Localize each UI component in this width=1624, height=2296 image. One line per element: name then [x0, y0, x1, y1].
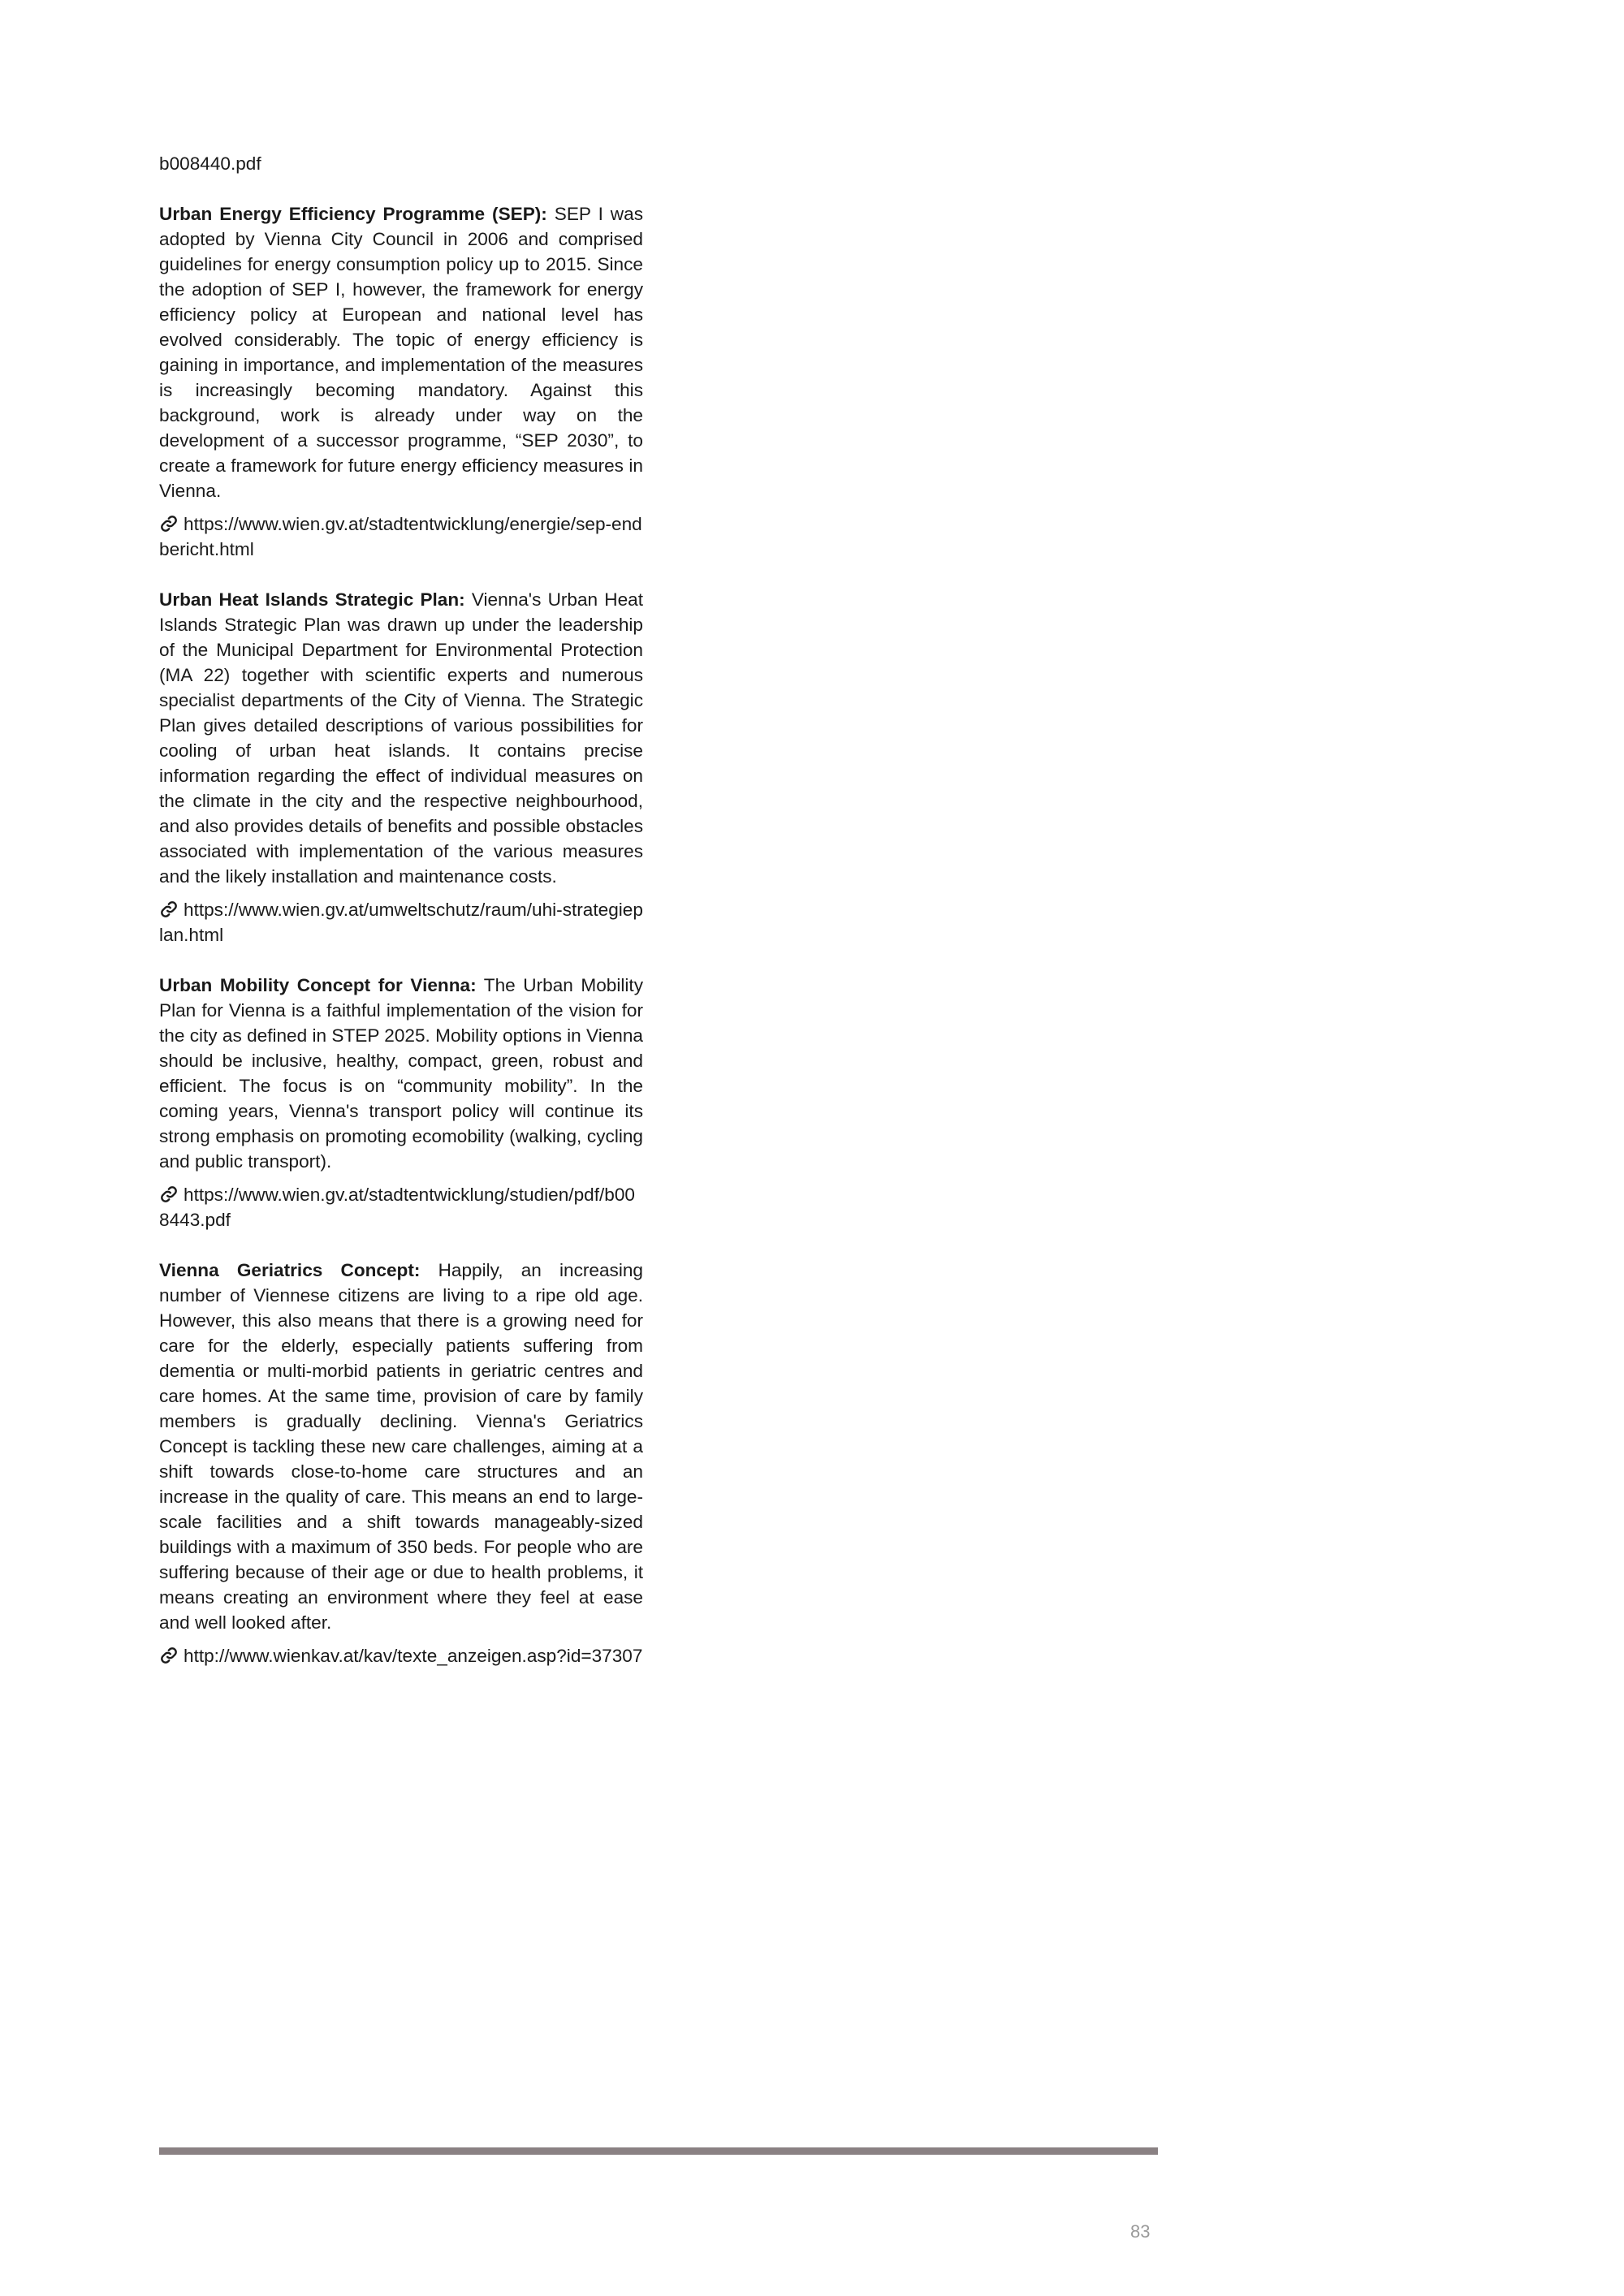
- entry-heat-islands: [159, 587, 643, 947]
- entry-body: [159, 1258, 643, 1635]
- entry-body: [159, 587, 643, 889]
- entry-text: Vienna's Urban Heat Islands Strategic Plan was drawn up under the leadership of the Municipal Department for Environmental Protection (MA 22) together with scientific experts and numerous specialist departments of the City of Vienna. The Strategic Plan gives detailed descriptions of various possibilities for cooling of urban heat islands. It contains precise information regarding the effect of individual measures on the climate in the city and the respective neighbourhood, and also provides details of benefits and possible obstacles associated with implementation of the various measures and the likely installation and maintenance costs.: [159, 589, 643, 887]
- entry-body: [159, 973, 643, 1174]
- entry-body: [159, 201, 643, 503]
- previous-link-continuation[interactable]: b008440.pdf: [159, 153, 261, 174]
- entry-title: Urban Heat Islands Strategic Plan:: [159, 589, 465, 610]
- entry-text: Happily, an increasing number of Viennese citizens are living to a ripe old age. However, this also means that there is a growing need for care for the elderly, especially patients suffering from dementia or multi-morbid patients in geriatric centres and care homes. At the same time, provision of care by family members is gradually declining. Vienna's Geriatrics Concept is tackling these new care challenges, aiming at a shift towards close-to-home care structures and an increase in the quality of care. This means an end to large-scale facilities and a shift towards manageably-sized buildings with a maximum of 350 beds. For people who are suffering because of their age or due to health problems, it means creating an environment where they feel at ease and well looked after.: [159, 1260, 643, 1633]
- footer-divider: [159, 2147, 1158, 2155]
- entry-title: Urban Energy Efficiency Programme (SEP):: [159, 204, 547, 224]
- entry-url[interactable]: http://www.wienkav.at/kav/texte_anzeigen.asp?id=37307: [184, 1646, 643, 1666]
- chain-link-icon: [159, 900, 179, 918]
- entry-geriatrics-concept: [159, 1258, 643, 1668]
- chain-link-icon: [159, 1185, 179, 1203]
- chain-link-icon: [159, 1646, 179, 1664]
- text-column: [159, 151, 643, 1694]
- entry-url[interactable]: https://www.wien.gv.at/stadtentwicklung/studien/pdf/b008443.pdf: [159, 1185, 635, 1230]
- entry-text: The Urban Mobility Plan for Vienna is a faithful implementation of the vision for the city as defined in STEP 2025. Mobility options in Vienna should be inclusive, healthy, compact, green, robust and efficient. The focus is on “community mobility”. In the coming years, Vienna's transport policy will continue its strong emphasis on promoting ecomobility (walking, cycling and public transport).: [159, 975, 644, 1172]
- entry-title: Vienna Geriatrics Concept:: [159, 1260, 421, 1280]
- chain-link-icon: [159, 515, 179, 533]
- entry-url[interactable]: https://www.wien.gv.at/umweltschutz/raum/uhi-strategieplan.html: [159, 900, 643, 945]
- page-number: 83: [1130, 2221, 1151, 2242]
- entry-link[interactable]: [159, 1643, 643, 1668]
- entry-title: Urban Mobility Concept for Vienna:: [159, 975, 477, 995]
- entry-mobility-concept: [159, 973, 643, 1232]
- entry-link[interactable]: [159, 897, 643, 947]
- entry-link[interactable]: [159, 1182, 643, 1232]
- entry-url[interactable]: https://www.wien.gv.at/stadtentwicklung/energie/sep-endbericht.html: [159, 514, 642, 559]
- entry-link[interactable]: [159, 511, 643, 562]
- entry-text: SEP I was adopted by Vienna City Council in 2006 and comprised guidelines for energy consumption policy up to 2015. Since the adoption of SEP I, however, the framework for energy efficiency policy at European and national level has evolved considerably. The topic of energy efficiency is gaining in importance, and implementation of the measures is increasingly becoming mandatory. Against this background, work is already under way on the development of a successor programme, “SEP 2030”, to create a framework for future energy efficiency measures in Vienna.: [159, 204, 643, 501]
- entry-energy-efficiency: [159, 201, 643, 562]
